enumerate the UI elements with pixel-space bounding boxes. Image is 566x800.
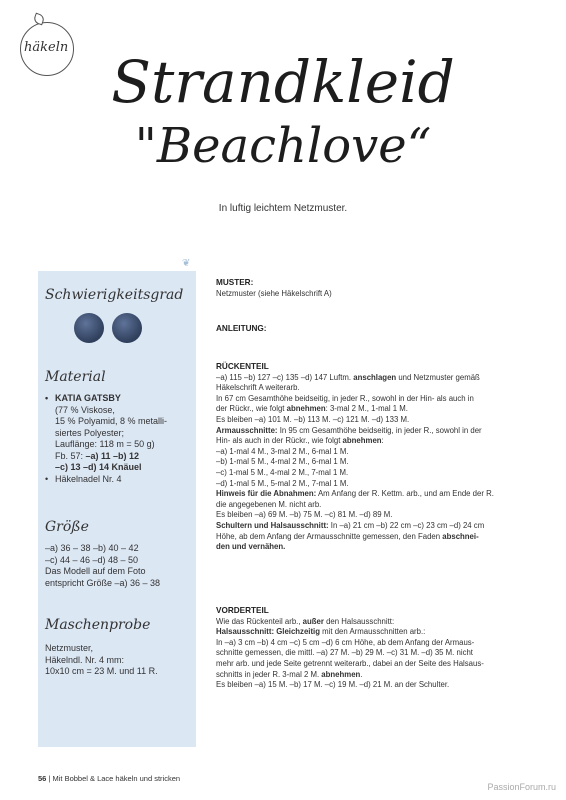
subtitle: In luftig leichtem Netzmuster. (218, 203, 348, 214)
gauge-heading: Maschenprobe (45, 617, 151, 633)
gauge-line: Netzmuster, (45, 643, 94, 653)
difficulty-heading: Schwierigkeitsgrad (45, 287, 184, 303)
muster-section (216, 278, 532, 299)
text-line: Hinweis für die Abnahmen: Am Anfang der R. Kettm. arb., und am Ende der R. (216, 489, 494, 499)
decorative-leaf-icon: ❦ (182, 258, 191, 269)
text-line: –a) 1-mal 4 M., 3-mal 2 M., 6-mal 1 M. (216, 446, 349, 456)
text-line: –d) 1-mal 5 M., 5-mal 2 M., 7-mal 1 M. (216, 478, 349, 488)
yarn-ball-icon (112, 313, 142, 343)
material-line: Lauflänge: 118 m = 50 g) (55, 439, 155, 449)
gauge-line: 10x10 cm = 23 M. und 11 R. (45, 666, 158, 676)
footer-separator: | (48, 774, 51, 783)
text-line: Häkelschrift A weiterarb. (216, 383, 300, 393)
size-heading: Größe (45, 519, 89, 535)
gauge-line: Häkelndl. Nr. 4 mm: (45, 654, 125, 665)
material-heading: Material (45, 369, 106, 385)
text-line: der Rückr., wie folgt abnehmen: 3-mal 2 M., 1-mal 1 M. (216, 404, 408, 414)
gauge-list (45, 643, 193, 678)
size-line: –a) 36 – 38 –b) 40 – 42 (45, 543, 139, 553)
yarn-ball-icon (74, 313, 104, 343)
text-line: mehr arb. und jede Seite getrennt weiterarb., dabei an der Seite des Halsaus- (216, 658, 484, 668)
anleitung-heading: ANLEITUNG: (216, 324, 267, 333)
anleitung-section (216, 324, 532, 335)
text-line: –a) 115 –b) 127 –c) 135 –d) 147 Luftm. anschlagen und Netzmuster gemäß (216, 372, 480, 382)
size-line: Das Modell auf dem Foto (45, 566, 146, 576)
text-line: Es bleiben –a) 15 M. –b) 17 M. –c) 19 M. –d) 21 M. an der Schulter. (216, 680, 450, 690)
text-line: schnitte gemessen, die mittl. –a) 27 M. –b) 29 M. –c) 31 M. –d) 35 M. nicht (216, 648, 473, 658)
text-line: In 67 cm Gesamthöhe beidseitig, in jeder R., sowohl in der Hin- als auch in (216, 393, 474, 403)
material-line: (77 % Viskose, (55, 404, 115, 415)
size-list (45, 543, 193, 589)
vorderteil-section (216, 606, 532, 691)
text-line: Armausschnitte: In 95 cm Gesamthöhe beidseitig, in jeder R., sowohl in der (216, 425, 482, 435)
muster-text: Netzmuster (siehe Häkelschrift A) (216, 288, 332, 298)
page-title-line1: Strandkleid (111, 48, 455, 116)
text-line: Es bleiben –a) 69 M. –b) 75 M. –c) 81 M. –d) 89 M. (216, 510, 393, 520)
rueckenteil-heading: RÜCKENTEIL (216, 362, 269, 371)
page-title-line2: "Beachlove“ (134, 118, 432, 174)
text-line: –c) 1-mal 5 M., 4-mal 2 M., 7-mal 1 M. (216, 467, 349, 477)
material-list (45, 393, 193, 485)
text-line: In –a) 3 cm –b) 4 cm –c) 5 cm –d) 6 cm Höhe, ab dem Anfang der Armaus- (216, 637, 475, 647)
text-line: Es bleiben –a) 101 M. –b) 113 M. –c) 121 M. –d) 133 M. (216, 414, 410, 424)
size-line: –c) 44 – 46 –d) 48 – 50 (45, 554, 139, 565)
text-line: Hin- als auch in der Rückr., wie folgt abnehmen: (216, 436, 384, 446)
material-line: siertes Polyester; (55, 427, 125, 438)
muster-heading: MUSTER: (216, 278, 254, 287)
text-line: Höhe, ab dem Anfang der Armausschnitte gemessen, den Faden abschnei- (216, 531, 479, 541)
badge-label: häkeln (24, 40, 69, 55)
text-line: –b) 1-mal 5 M., 4-mal 2 M., 6-mal 1 M. (216, 457, 349, 467)
page-footer (38, 774, 180, 783)
text-line: den und vernähen. (216, 542, 286, 552)
text-line: Schultern und Halsausschnitt: In –a) 21 cm –b) 22 cm –c) 23 cm –d) 24 cm (216, 520, 485, 530)
page-number: 56 (38, 774, 47, 783)
text-line: die angegebenen M. nicht arb. (216, 499, 322, 509)
colour-size-a: –a) 11 –b) 12 (85, 450, 140, 461)
text-line: Wie das Rückenteil arb., außer den Halsausschnitt: (216, 616, 395, 626)
text-line: schnitts in jeder R. 3-mal 2 M. abnehmen. (216, 669, 363, 679)
info-sidebar (38, 271, 196, 747)
material-line: 15 % Polyamid, 8 % metalli- (55, 416, 168, 426)
footer-text: Mit Bobbel & Lace häkeln und stricken (52, 774, 181, 783)
vorderteil-heading: VORDERTEIL (216, 606, 269, 615)
material-colour (45, 451, 193, 463)
rueckenteil-section (216, 362, 532, 553)
material-yarn: • KATIA GATSBY (45, 393, 193, 405)
text-line: Halsausschnitt: Gleichzeitig mit den Armausschnitten arb.: (216, 627, 426, 637)
material-quantity: –c) 13 –d) 14 Knäuel (55, 462, 142, 472)
size-line: entspricht Größe –a) 36 – 38 (45, 577, 161, 588)
watermark: PassionForum.ru (487, 782, 556, 792)
colour-label: Fb. 57: (55, 450, 84, 461)
material-hook: • Häkelnadel Nr. 4 (45, 474, 193, 486)
